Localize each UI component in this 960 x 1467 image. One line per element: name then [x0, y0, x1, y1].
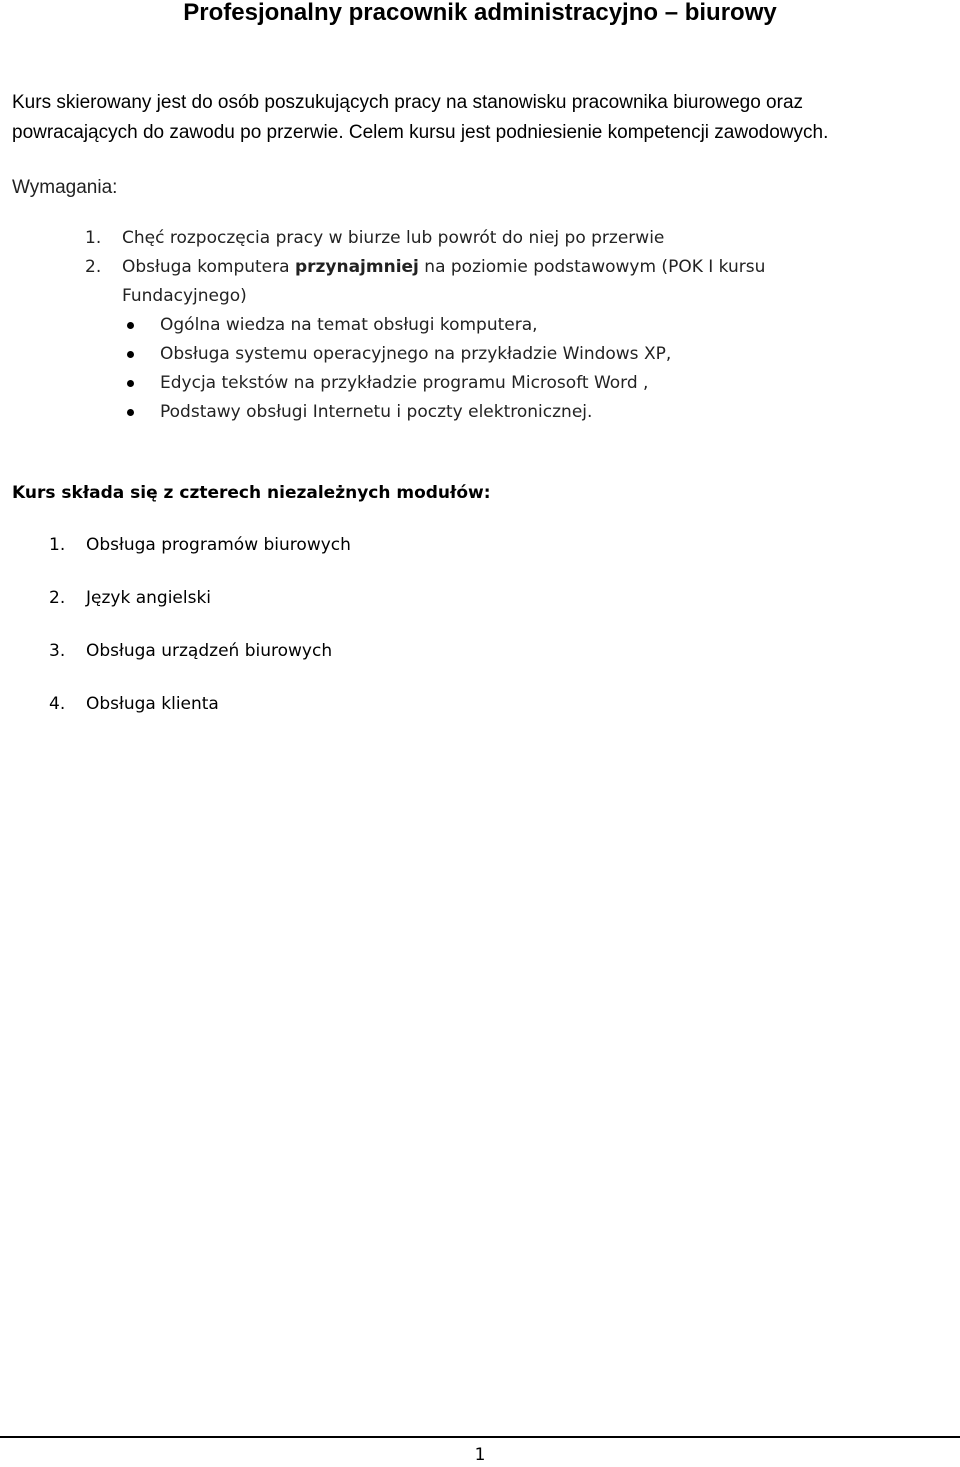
- requirements-list: [0, 224, 960, 311]
- module-number: 3.: [49, 641, 66, 661]
- bullet-text: Podstawy obsługi Internetu i poczty elektronicznej.: [160, 402, 593, 422]
- module-text: Obsługa klienta: [86, 694, 219, 714]
- list-item: [0, 311, 960, 340]
- page-number: 1: [474, 1445, 486, 1465]
- module-item-1: [0, 531, 960, 584]
- bullet-icon: [127, 380, 134, 387]
- requirement-text: [122, 253, 765, 282]
- module-item-4: [0, 690, 960, 743]
- modules-heading: Kurs składa się z czterech niezależnych modułów:: [12, 483, 491, 503]
- intro-paragraph: [12, 88, 932, 148]
- list-item: [0, 340, 960, 369]
- module-number: 2.: [49, 588, 66, 608]
- bullet-icon: [127, 409, 134, 416]
- bullet-text: Edycja tekstów na przykładzie programu Microsoft Word ,: [160, 373, 649, 393]
- module-text: Język angielski: [86, 588, 212, 608]
- requirement-text-line2: Fundacyjnego): [122, 286, 247, 306]
- module-item-3: [0, 637, 960, 690]
- module-item-2: [0, 584, 960, 637]
- requirement-text: Chęć rozpoczęcia pracy w biurze lub powrót do niej po przerwie: [122, 228, 665, 248]
- requirement-item-2: [0, 253, 960, 282]
- requirement-item-1: [0, 224, 960, 253]
- list-item: [0, 398, 960, 427]
- bullet-text: Ogólna wiedza na temat obsługi komputera,: [160, 315, 538, 335]
- module-text: Obsługa urządzeń biurowych: [86, 641, 333, 661]
- requirement-text-start: Obsługa komputera: [122, 257, 295, 277]
- computer-skills-list: [0, 311, 960, 427]
- bullet-icon: [127, 322, 134, 329]
- requirement-text-end: na poziomie podstawowym (POK I kursu: [418, 257, 766, 277]
- footer-divider: [0, 1436, 960, 1438]
- bullet-text: Obsługa systemu operacyjnego na przykładzie Windows XP,: [160, 344, 672, 364]
- module-number: 1.: [49, 535, 66, 555]
- module-number: 4.: [49, 694, 66, 714]
- list-item: [0, 369, 960, 398]
- document-title: Profesjonalny pracownik administracyjno – biurowy: [183, 0, 777, 26]
- requirement-item-2-continued: [0, 282, 960, 311]
- requirement-number: 2.: [85, 257, 102, 277]
- bullet-icon: [127, 351, 134, 358]
- module-text: Obsługa programów biurowych: [86, 535, 351, 555]
- requirements-heading: Wymagania:: [12, 177, 118, 198]
- modules-list: [0, 531, 960, 743]
- intro-line-1: Kurs skierowany jest do osób poszukujących pracy na stanowisku pracownika biurowego oraz: [12, 92, 804, 113]
- intro-line-2: powracających do zawodu po przerwie. Celem kursu jest podniesienie kompetencji zawodowych.: [12, 122, 829, 143]
- requirement-number: 1.: [85, 228, 102, 248]
- requirement-text-emphasis: przynajmniej: [294, 257, 419, 277]
